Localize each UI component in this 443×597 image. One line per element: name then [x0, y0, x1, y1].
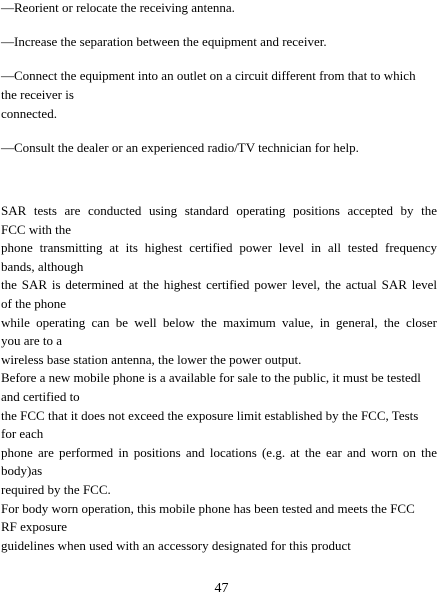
sar-line: guidelines when used with an accessory designated for this product	[1, 537, 351, 553]
sar-line: phone are performed in positions and locations (e.g. at the ear and worn on the	[1, 444, 437, 460]
sar-line: of the phone	[1, 295, 66, 311]
sar-line: phone transmitting at its highest certified power level in all tested frequency	[1, 240, 437, 256]
sar-line: body)as	[1, 463, 43, 479]
sar-line: the FCC that it does not exceed the exposure limit established by the FCC, Tests	[1, 407, 419, 423]
sar-line: for each	[1, 426, 44, 442]
sar-line: FCC with the	[1, 221, 72, 237]
sar-line: SAR tests are conducted using standard operating positions accepted by the	[1, 203, 437, 218]
sar-line: required by the FCC.	[1, 481, 111, 497]
measure-different-outlet	[1, 66, 437, 123]
measure-increase-separation: —Increase the separation between the equipment and receiver.	[1, 34, 327, 49]
measure-different-outlet-line-2: the receiver is	[1, 87, 74, 102]
sar-line: while operating can be well below the maximum value, in general, the closer	[1, 314, 437, 330]
sar-line: bands, although	[1, 258, 84, 274]
sar-line: Before a new mobile phone is a available for sale to the public, it must be testedl	[1, 370, 421, 386]
sar-line: For body worn operation, this mobile phone has been tested and meets the FCC	[1, 500, 415, 516]
sar-line: the SAR is determined at the highest certified power level, the actual SAR level	[1, 277, 437, 293]
sar-line: wireless base station antenna, the lower the power output.	[1, 351, 302, 367]
measure-different-outlet-line-1: —Connect the equipment into an outlet on a circuit different from that to which	[1, 68, 416, 83]
page-number: 47	[214, 581, 229, 596]
measure-consult-dealer: —Consult the dealer or an experienced radio/TV technician for help.	[1, 140, 359, 155]
sar-line: you are to a	[1, 333, 63, 349]
sar-line: RF exposure	[1, 519, 68, 535]
measure-reorient-antenna: —Reorient or relocate the receiving antenna.	[1, 0, 235, 15]
interference-measures-list	[1, 0, 437, 157]
measure-different-outlet-line-3: connected.	[1, 106, 57, 121]
sar-line: and certified to	[1, 388, 80, 404]
sar-information-section	[1, 202, 437, 555]
